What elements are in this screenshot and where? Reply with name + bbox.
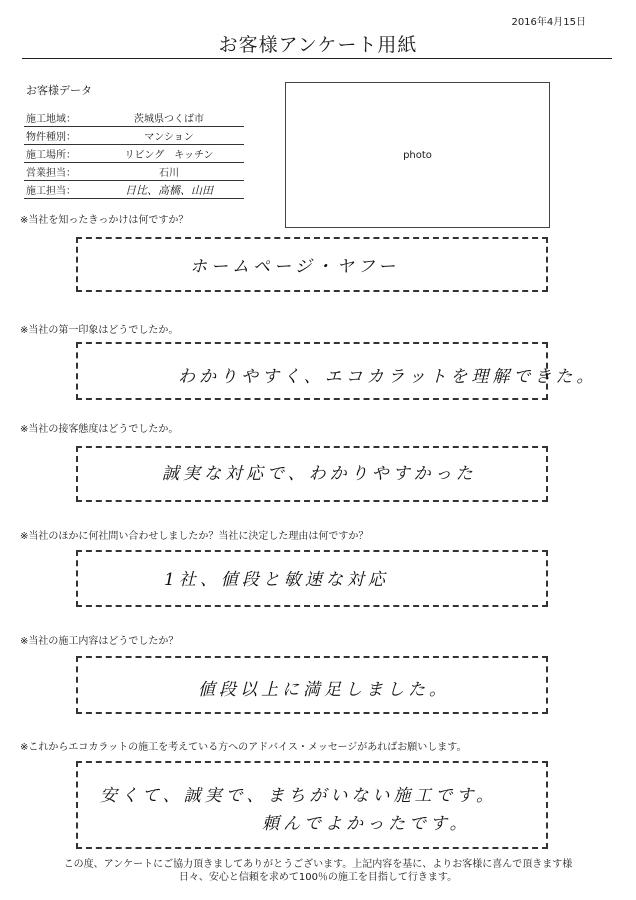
page-title: お客様アンケート用紙	[218, 34, 418, 56]
info-value: 日比、高橋、山田	[94, 181, 244, 199]
info-value: 茨城県つくば市	[94, 109, 244, 127]
info-value: リビング キッチン	[94, 145, 244, 163]
answer-2: わかりやすく、エコカラットを理解できた。	[178, 367, 598, 387]
info-key: 施工地域：	[24, 109, 94, 127]
answer-5: 値段以上に満足しました。	[198, 680, 450, 700]
question-5: ※当社の施工内容はどうでしたか？	[20, 636, 179, 647]
date: 2016年4月15日	[511, 17, 586, 28]
question-6: ※これからエコカラットの施工を考えている方へのアドバイス・メッセージがあればお願いします。	[20, 742, 467, 753]
question-2: ※当社の第一印象はどうでしたか。	[20, 325, 179, 336]
answer-6-line-1: 安くて、誠実で、まちがいない施工です。	[100, 786, 497, 806]
title-divider	[22, 58, 612, 59]
answer-4: 1社、値段と敏速な対応	[164, 570, 389, 590]
customer-data-table	[24, 109, 244, 199]
footer-line-2: 日々、安心と信頼を求めて100％の施工を目指して行きます。	[178, 872, 458, 883]
info-key: 施工場所：	[24, 145, 94, 163]
info-key: 施工担当：	[24, 181, 94, 199]
info-key: 物件種別：	[24, 127, 94, 145]
answer-3: 誠実な対応で、わかりやすかった	[162, 464, 477, 484]
question-1: ※当社を知ったきっかけは何ですか？	[20, 215, 189, 226]
info-row	[24, 109, 244, 127]
footer-line-1: この度、アンケートにご協力頂きましてありがとうございます。上記内容を基に、よりお客様に喜んで頂きます様	[63, 859, 573, 870]
info-value: マンション	[94, 127, 244, 145]
customer-data-heading: お客様データ	[26, 84, 92, 97]
footer-message	[0, 858, 636, 884]
info-row	[24, 181, 244, 199]
info-value: 石川	[94, 163, 244, 181]
answer-6-line-2: 頼んでよかったです。	[262, 814, 471, 834]
info-row	[24, 127, 244, 145]
question-3: ※当社の接客態度はどうでしたか。	[20, 424, 179, 435]
answer-1: ホームページ・ヤフー	[190, 257, 400, 277]
info-row	[24, 145, 244, 163]
photo-label: photo	[403, 149, 432, 161]
photo-placeholder	[285, 82, 550, 228]
info-key: 営業担当：	[24, 163, 94, 181]
question-4: ※当社のほかに何社問い合わせしましたか？当社に決定した理由は何ですか？	[20, 531, 369, 542]
info-row	[24, 163, 244, 181]
